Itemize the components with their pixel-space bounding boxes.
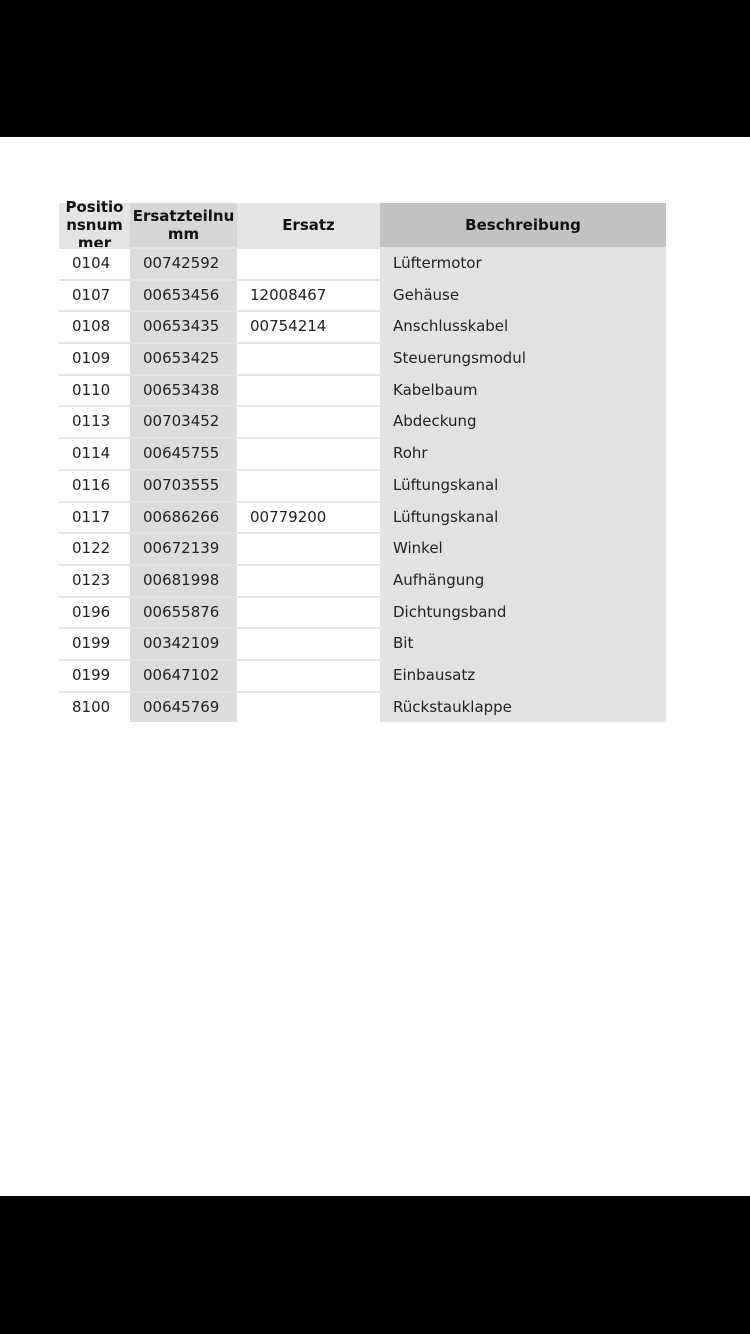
table-row xyxy=(59,659,666,691)
document-page xyxy=(0,137,750,1196)
header-cell-position xyxy=(59,198,130,252)
table-header xyxy=(59,198,666,252)
cell-replacement xyxy=(237,439,380,469)
cell-description: Rohr xyxy=(380,439,666,469)
table-body xyxy=(59,247,666,722)
table-row xyxy=(59,342,666,374)
cell-part-number: 00653456 xyxy=(130,281,237,311)
cell-replacement xyxy=(237,693,380,723)
cell-position: 8100 xyxy=(72,697,111,716)
cell-part-number: 00653435 xyxy=(130,312,237,342)
cell-replacement: 00754214 xyxy=(250,317,327,336)
header-description-label: Beschreibung xyxy=(465,216,581,234)
cell-position: 0108 xyxy=(72,317,111,336)
cell-description: Bit xyxy=(380,629,666,659)
cell-position: 0116 xyxy=(72,475,111,494)
cell-position: 0123 xyxy=(72,570,111,589)
cell-part-number: 00686266 xyxy=(130,503,237,533)
header-part-number-label: Ersatzteilnumm xyxy=(132,207,235,243)
header-cell-part-number xyxy=(130,203,237,247)
cell-description: Einbausatz xyxy=(380,661,666,691)
cell-replacement xyxy=(237,249,380,279)
cell-replacement xyxy=(237,534,380,564)
cell-part-number: 00672139 xyxy=(130,534,237,564)
parts-table xyxy=(59,198,666,722)
cell-replacement: 00779200 xyxy=(250,507,327,526)
table-row xyxy=(59,469,666,501)
table-row xyxy=(59,596,666,628)
cell-description: Lüftermotor xyxy=(380,249,666,279)
table-row xyxy=(59,691,666,723)
table-row xyxy=(59,247,666,279)
table-row xyxy=(59,501,666,533)
cell-position: 0196 xyxy=(72,602,111,621)
cell-description: Dichtungsband xyxy=(380,598,666,628)
cell-replacement xyxy=(237,344,380,374)
cell-description: Anschlusskabel xyxy=(380,312,666,342)
cell-position: 0110 xyxy=(72,380,111,399)
table-row xyxy=(59,374,666,406)
table-row xyxy=(59,627,666,659)
header-cell-description xyxy=(380,203,666,247)
cell-description: Kabelbaum xyxy=(380,376,666,406)
table-row xyxy=(59,279,666,311)
header-position-label: Positionsnummer xyxy=(65,198,124,252)
header-replacement-label: Ersatz xyxy=(282,216,335,234)
cell-replacement xyxy=(237,629,380,659)
cell-replacement xyxy=(237,566,380,596)
table-row xyxy=(59,437,666,469)
cell-description: Lüftungskanal xyxy=(380,503,666,533)
cell-position: 0122 xyxy=(72,539,111,558)
cell-part-number: 00742592 xyxy=(130,249,237,279)
table-row xyxy=(59,532,666,564)
cell-description: Steuerungsmodul xyxy=(380,344,666,374)
cell-position: 0199 xyxy=(72,665,111,684)
cell-description: Lüftungskanal xyxy=(380,471,666,501)
cell-part-number: 00653438 xyxy=(130,376,237,406)
header-cell-replacement xyxy=(237,203,380,247)
cell-replacement: 12008467 xyxy=(250,285,327,304)
cell-part-number: 00703452 xyxy=(130,407,237,437)
cell-part-number: 00342109 xyxy=(130,629,237,659)
cell-part-number: 00645769 xyxy=(130,693,237,723)
cell-description: Gehäuse xyxy=(380,281,666,311)
table-row xyxy=(59,310,666,342)
cell-description: Aufhängung xyxy=(380,566,666,596)
cell-part-number: 00703555 xyxy=(130,471,237,501)
cell-replacement xyxy=(237,598,380,628)
cell-part-number: 00653425 xyxy=(130,344,237,374)
cell-part-number: 00655876 xyxy=(130,598,237,628)
cell-description: Rückstauklappe xyxy=(380,693,666,723)
cell-position: 0107 xyxy=(72,285,111,304)
cell-position: 0104 xyxy=(72,254,111,272)
cell-replacement xyxy=(237,661,380,691)
cell-position: 0117 xyxy=(72,507,111,526)
cell-replacement xyxy=(237,407,380,437)
cell-position: 0199 xyxy=(72,634,111,653)
cell-position: 0109 xyxy=(72,349,111,368)
cell-replacement xyxy=(237,471,380,501)
cell-part-number: 00681998 xyxy=(130,566,237,596)
cell-description: Winkel xyxy=(380,534,666,564)
table-row xyxy=(59,564,666,596)
cell-part-number: 00647102 xyxy=(130,661,237,691)
cell-part-number: 00645755 xyxy=(130,439,237,469)
cell-replacement xyxy=(237,376,380,406)
cell-position: 0113 xyxy=(72,412,111,431)
table-row xyxy=(59,405,666,437)
cell-position: 0114 xyxy=(72,444,111,463)
cell-description: Abdeckung xyxy=(380,407,666,437)
